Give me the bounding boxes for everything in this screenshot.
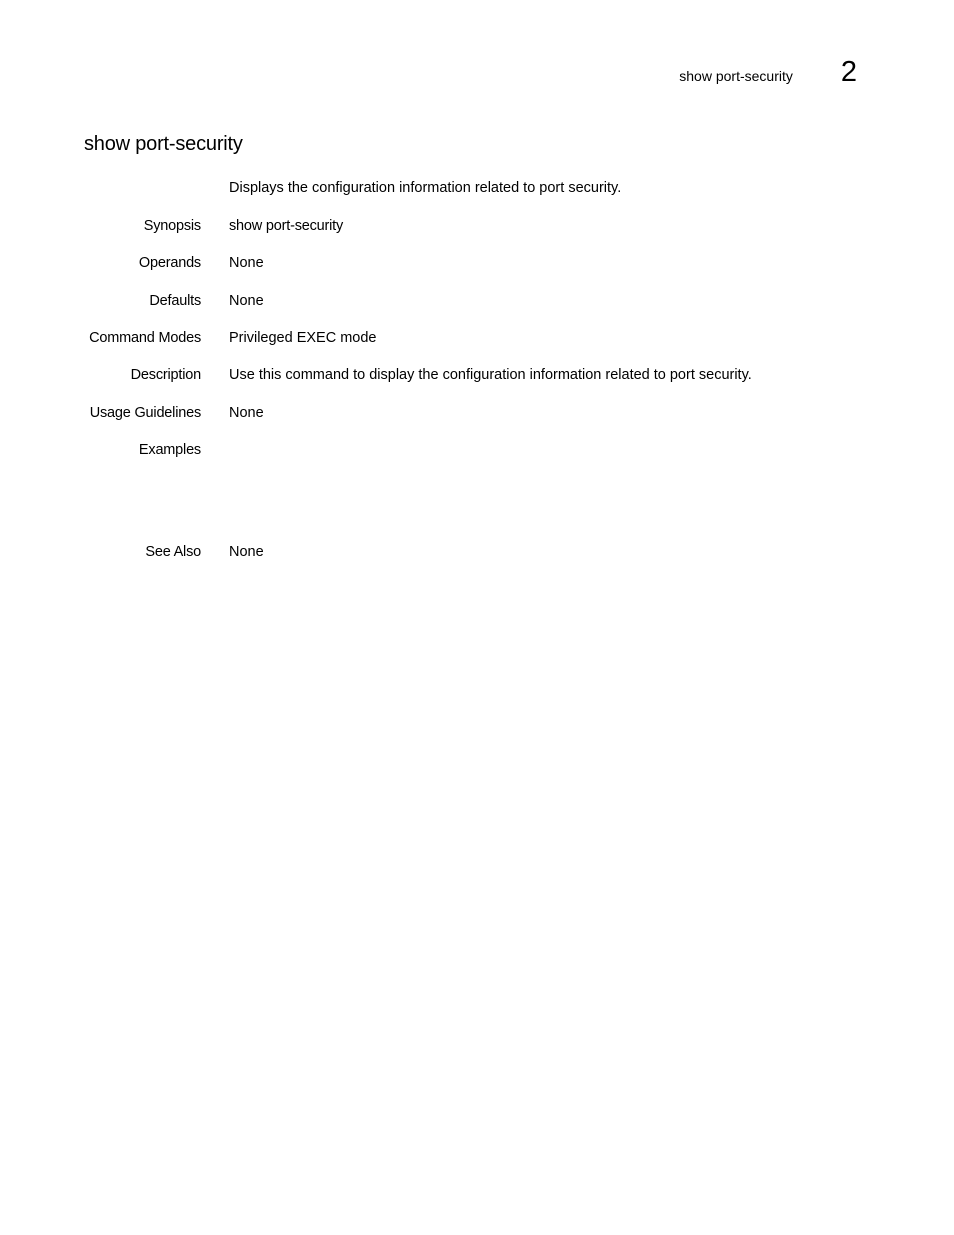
see-also-row — [0, 544, 954, 564]
command-modes-value: Privileged EXEC mode — [229, 330, 377, 346]
chapter-number: 2 — [840, 56, 857, 88]
see-also-value: None — [229, 544, 264, 560]
running-header — [679, 56, 857, 89]
usage-guidelines-row — [0, 405, 954, 425]
examples-label: Examples — [138, 442, 201, 458]
defaults-label: Defaults — [149, 293, 201, 309]
synopsis-value: show port-security — [229, 218, 344, 234]
usage-guidelines-label: Usage Guidelines — [89, 405, 201, 421]
command-modes-row — [0, 330, 954, 350]
synopsis-label: Synopsis — [143, 218, 201, 234]
intro-text: Displays the configuration information related to port security. — [229, 180, 622, 196]
operands-row — [0, 255, 954, 275]
page-title: show port-security — [84, 133, 243, 155]
operands-value: None — [229, 255, 264, 271]
defaults-row — [0, 293, 954, 313]
description-row — [0, 367, 954, 387]
defaults-value: None — [229, 293, 264, 309]
command-modes-label: Command Modes — [89, 330, 201, 346]
see-also-label: See Also — [145, 544, 201, 560]
operands-label: Operands — [138, 255, 201, 271]
description-label: Description — [130, 367, 201, 383]
usage-guidelines-value: None — [229, 405, 264, 421]
synopsis-row — [0, 218, 954, 238]
examples-row — [0, 442, 954, 462]
description-value: Use this command to display the configuration information related to port security. — [229, 367, 752, 383]
running-header-title: show port-security — [679, 68, 793, 84]
